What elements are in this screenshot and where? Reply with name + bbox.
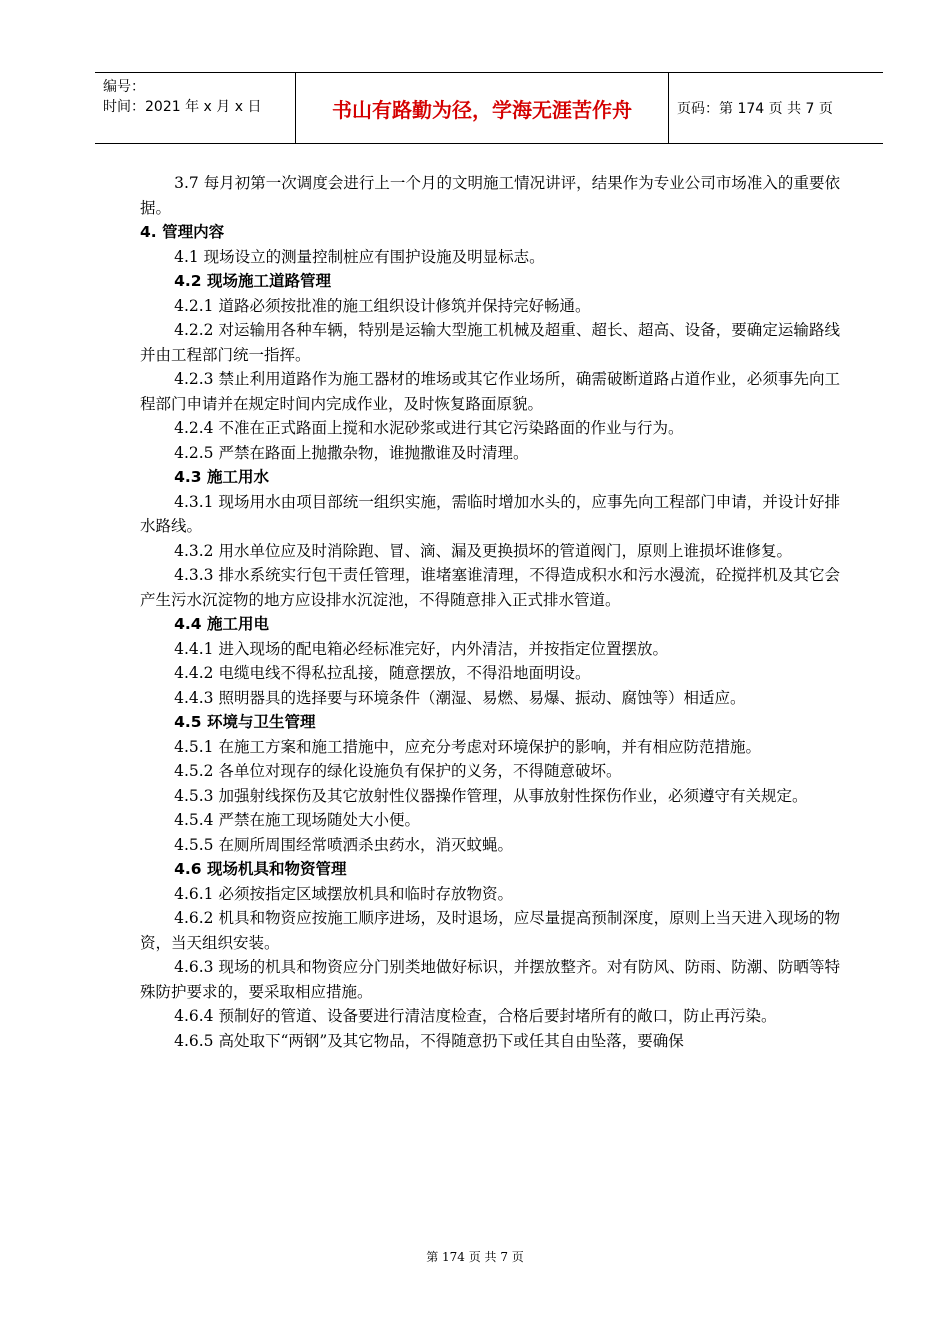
body-paragraph: 4.2.3 禁止利用道路作为施工器材的堆场或其它作业场所，确需破断道路占道作业，必须事先向工程部门申请并在规定时间内完成作业，及时恢复路面原貌。 xyxy=(140,370,840,413)
document-body xyxy=(140,171,840,1053)
body-paragraph: 4.5.1 在施工方案和施工措施中，应充分考虑对环境保护的影响，并有相应防范措施。 xyxy=(174,737,761,756)
body-paragraph: 4.4.1 进入现场的配电箱必经标准完好，内外清洁，并按指定位置摆放。 xyxy=(174,639,668,658)
page-footer: 第 174 页 共 7 页 xyxy=(426,1250,524,1264)
page-header xyxy=(95,72,883,144)
body-paragraph: 4.3.2 用水单位应及时消除跑、冒、滴、漏及更换损坏的管道阀门，原则上谁损坏谁修复。 xyxy=(174,541,792,560)
section-heading: 4.5 环境与卫生管理 xyxy=(174,713,316,731)
section-heading: 4.2 现场施工道路管理 xyxy=(174,272,331,290)
body-paragraph: 4.3.3 排水系统实行包干责任管理，谁堵塞谁清理，不得造成积水和污水漫流，砼搅拌机及其它会产生污水沉淀物的地方应设排水沉淀池，不得随意排入正式排水管道。 xyxy=(140,566,840,609)
body-paragraph: 4.3.1 现场用水由项目部统一组织实施，需临时增加水头的，应事先向工程部门申请，并设计好排水路线。 xyxy=(140,492,840,535)
section-heading: 4. 管理内容 xyxy=(140,223,225,241)
body-paragraph: 4.2.5 严禁在路面上抛撒杂物，谁抛撒谁及时清理。 xyxy=(174,443,529,462)
body-paragraph: 4.5.4 严禁在施工现场随处大小便。 xyxy=(174,811,420,829)
header-page-info: 页码：第 174 页 共 7 页 xyxy=(677,101,833,117)
body-paragraph: 4.5.2 各单位对现存的绿化设施负有保护的义务，不得随意破坏。 xyxy=(174,762,622,780)
body-paragraph: 4.2.4 不准在正式路面上搅和水泥砂浆或进行其它污染路面的作业与行为。 xyxy=(174,419,684,437)
section-heading: 4.3 施工用水 xyxy=(174,468,269,486)
header-meta xyxy=(103,77,261,117)
body-paragraph: 4.6.1 必须按指定区域摆放机具和临时存放物资。 xyxy=(174,884,513,903)
body-paragraph: 4.6.2 机具和物资应按施工顺序进场，及时退场，应尽量提高预制深度，原则上当天进入现场的物资，当天组织安装。 xyxy=(140,909,840,952)
body-paragraph: 4.4.3 照明器具的选择要与环境条件（潮湿、易燃、易爆、振动、腐蚀等）相适应。 xyxy=(174,688,746,707)
body-paragraph: 4.5.5 在厕所周围经常喷洒杀虫药水，消灭蚊蝇。 xyxy=(174,835,513,854)
header-motto: 书山有路勤为径，学海无涯苦作舟 xyxy=(295,73,669,143)
body-paragraph: 3.7 每月初第一次调度会进行上一个月的文明施工情况讲评，结果作为专业公司市场准入的重要依据。 xyxy=(140,174,840,217)
code-label: 编号： xyxy=(103,79,145,95)
section-heading: 4.6 现场机具和物资管理 xyxy=(174,860,347,878)
body-paragraph: 4.1 现场设立的测量控制桩应有围护设施及明显标志。 xyxy=(174,247,545,266)
body-paragraph: 4.5.3 加强射线探伤及其它放射性仪器操作管理，从事放射性探伤作业，必须遵守有关规定。 xyxy=(174,786,808,805)
body-paragraph: 4.6.4 预制好的管道、设备要进行清洁度检查，合格后要封堵所有的敞口，防止再污染。 xyxy=(174,1007,777,1025)
body-paragraph: 4.6.5 高处取下“两钢”及其它物品，不得随意扔下或任其自由坠落，要确保 xyxy=(174,1031,684,1050)
body-paragraph: 4.6.3 现场的机具和物资应分门别类地做好标识，并摆放整齐。对有防风、防雨、防潮、防晒等特殊防护要求的，要采取相应措施。 xyxy=(140,958,840,1001)
body-paragraph: 4.4.2 电缆电线不得私拉乱接，随意摆放，不得沿地面明设。 xyxy=(174,664,591,682)
section-heading: 4.4 施工用电 xyxy=(174,615,269,633)
body-paragraph: 4.2.2 对运输用各种车辆，特别是运输大型施工机械及超重、超长、超高、设备，要确定运输路线并由工程部门统一指挥。 xyxy=(140,321,840,364)
time-label: 时间：2021 年 x 月 x 日 xyxy=(103,99,262,115)
body-paragraph: 4.2.1 道路必须按批准的施工组织设计修筑并保持完好畅通。 xyxy=(174,296,591,315)
